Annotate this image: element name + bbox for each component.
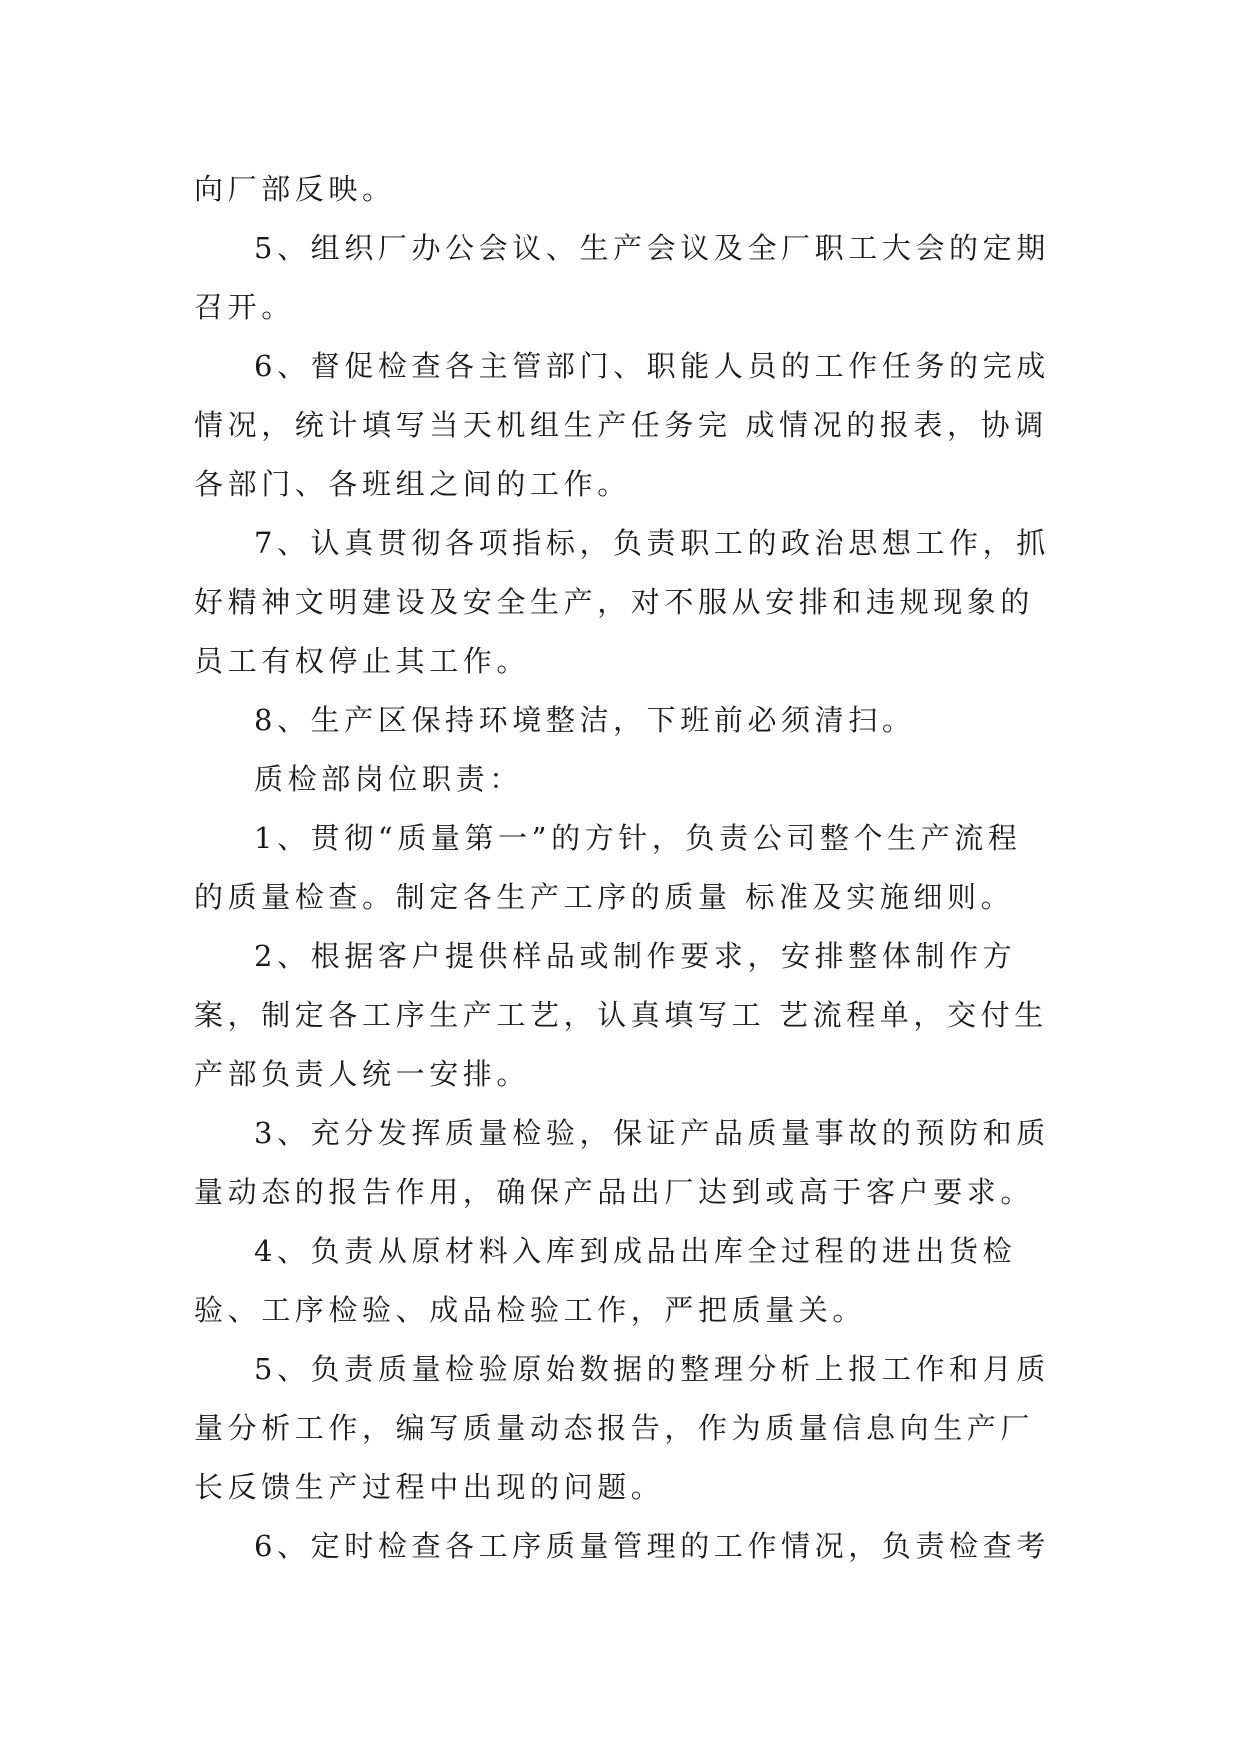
paragraph: 6、定时检查各工序质量管理的工作情况，负责检查考	[254, 1529, 1050, 1563]
paragraph: 5、组织厂办公会议、生产会议及全厂职工大会的定期召开。	[194, 231, 1050, 324]
paragraph: 2、根据客户提供样品或制作要求，安排整体制作方案，制定各工序生产工艺，认真填写工 艺流程单，交付生产部负责人统一安排。	[194, 939, 1048, 1091]
paragraph: 1、贯彻“质量第一”的方针，负责公司整个生产流程的质量检查。制定各生产工序的质量 标准及实施细则。	[194, 821, 1022, 914]
document-body	[194, 160, 1054, 1576]
paragraph: 7、认真贯彻各项指标，负责职工的政治思想工作，抓好精神文明建设及安全生产，对不服从安排和违规现象的员工有权停止其工作。	[194, 526, 1050, 678]
paragraph: 6、督促检查各主管部门、职能人员的工作任务的完成情况，统计填写当天机组生产任务完 成情况的报表，协调各部门、各班组之间的工作。	[194, 349, 1050, 501]
paragraph: 5、负责质量检验原始数据的整理分析上报工作和月质量分析工作，编写质量动态报告，作为质量信息向生产厂长反馈生产过程中出现的问题。	[194, 1352, 1050, 1504]
paragraph: 向厂部反映。	[194, 172, 396, 206]
section-heading: 质检部岗位职责：	[254, 762, 523, 796]
paragraph: 3、充分发挥质量检验，保证产品质量事故的预防和质量动态的报告作用，确保产品出厂达到或高于客户要求。	[194, 1116, 1050, 1209]
paragraph: 4、负责从原材料入库到成品出库全过程的进出货检验、工序检验、成品检验工作，严把质量关。	[194, 1234, 1017, 1327]
paragraph: 8、生产区保持环境整洁，下班前必须清扫。	[254, 703, 916, 737]
